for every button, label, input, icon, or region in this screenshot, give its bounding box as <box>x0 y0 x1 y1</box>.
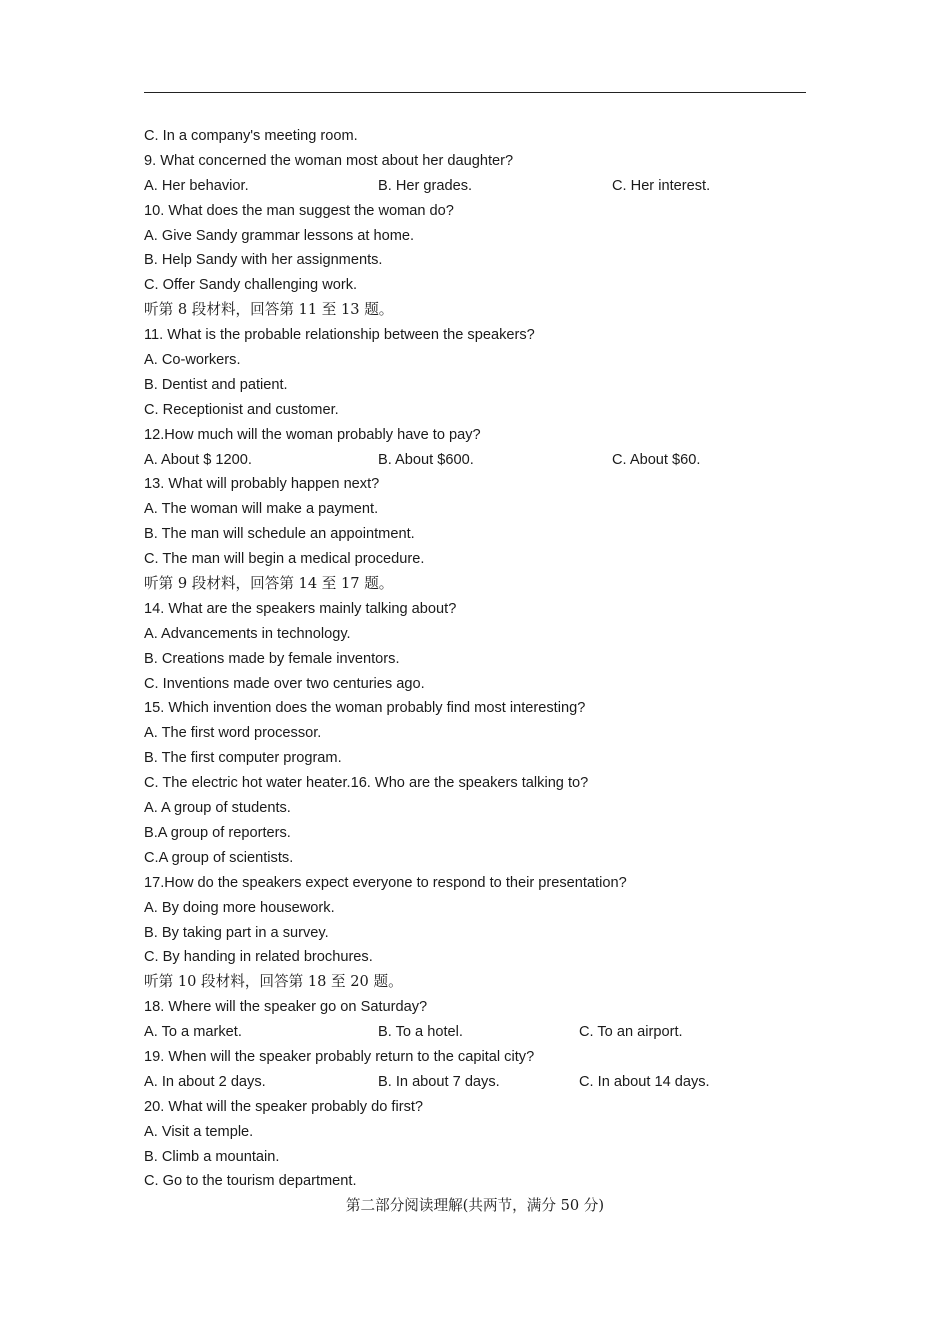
part-two-heading: 第二部分阅读理解(共两节，满分 50 分) <box>345 1197 605 1214</box>
q16-option-a: A. A group of students. <box>144 800 291 817</box>
q9-question: 9. What concerned the woman most about her daughter? <box>144 152 514 169</box>
q9-option-b: B. Her grades. <box>378 177 473 194</box>
q9-option-c: C. Her interest. <box>612 177 711 194</box>
q10-option-a: A. Give Sandy grammar lessons at home. <box>144 227 415 244</box>
q11-option-a: A. Co-workers. <box>144 352 241 369</box>
q14-option-b: B. Creations made by female inventors. <box>144 650 400 667</box>
q10-option-b: B. Help Sandy with her assignments. <box>144 252 383 269</box>
q20-question: 20. What will the speaker probably do first? <box>144 1098 424 1115</box>
q17-question: 17.How do the speakers expect everyone to respond to their presentation? <box>144 874 627 891</box>
q12-question: 12.How much will the woman probably have to pay? <box>144 426 481 443</box>
section-10-instruction: 听第 10 段材料，回答第 18 至 20 题。 <box>144 973 403 991</box>
question-content <box>144 124 806 1194</box>
q20-option-a: A. Visit a temple. <box>144 1123 254 1140</box>
q18-option-c: C. To an airport. <box>579 1024 683 1041</box>
q16-option-c: C.A group of scientists. <box>144 849 294 866</box>
q18-question: 18. Where will the speaker go on Saturday? <box>144 999 428 1016</box>
q13-option-c: C. The man will begin a medical procedure. <box>144 551 425 568</box>
q14-option-c: C. Inventions made over two centuries ago. <box>144 675 425 692</box>
q12-option-a: A. About $ 1200. <box>144 451 252 468</box>
q12-option-c: C. About $60. <box>612 451 701 468</box>
q17-option-b: B. By taking part in a survey. <box>144 924 329 941</box>
q18-options <box>144 1020 806 1045</box>
q10-option-c: C. Offer Sandy challenging work. <box>144 277 358 294</box>
section-8-instruction: 听第 8 段材料，回答第 11 至 13 题。 <box>144 301 394 319</box>
q12-options <box>144 448 806 473</box>
q15-option-a: A. The first word processor. <box>144 725 322 742</box>
q18-option-b: B. To a hotel. <box>378 1024 463 1041</box>
q16-option-b: B.A group of reporters. <box>144 824 291 841</box>
q12-option-b: B. About $600. <box>378 451 474 468</box>
q20-option-b: B. Climb a mountain. <box>144 1148 280 1165</box>
q13-option-b: B. The man will schedule an appointment. <box>144 526 415 543</box>
q17-option-c: C. By handing in related brochures. <box>144 949 373 966</box>
q13-question: 13. What will probably happen next? <box>144 476 380 493</box>
q19-option-c: C. In about 14 days. <box>579 1073 710 1090</box>
q8-option-c: C. In a company's meeting room. <box>144 128 358 144</box>
q15-question: 15. Which invention does the woman probably find most interesting? <box>144 700 586 717</box>
q15-option-b: B. The first computer program. <box>144 750 342 767</box>
section-9-instruction: 听第 9 段材料，回答第 14 至 17 题。 <box>144 575 394 593</box>
q19-question: 19. When will the speaker probably return to the capital city? <box>144 1048 535 1065</box>
q19-option-b: B. In about 7 days. <box>378 1073 500 1090</box>
q18-option-a: A. To a market. <box>144 1024 242 1041</box>
q20-option-c: C. Go to the tourism department. <box>144 1173 357 1190</box>
q19-options <box>144 1070 806 1095</box>
q9-options <box>144 174 806 199</box>
q13-option-a: A. The woman will make a payment. <box>144 501 379 518</box>
q10-question: 10. What does the man suggest the woman do? <box>144 202 454 219</box>
q11-question: 11. What is the probable relationship between the speakers? <box>144 327 535 344</box>
q17-option-a: A. By doing more housework. <box>144 899 335 916</box>
header-rule <box>144 92 806 93</box>
q11-option-c: C. Receptionist and customer. <box>144 401 339 418</box>
q19-option-a: A. In about 2 days. <box>144 1073 266 1090</box>
q11-option-b: B. Dentist and patient. <box>144 376 288 393</box>
q9-option-a: A. Her behavior. <box>144 177 249 194</box>
q14-question: 14. What are the speakers mainly talking about? <box>144 600 457 617</box>
q15-option-c-q16-question: C. The electric hot water heater.16. Who are the speakers talking to? <box>144 775 589 792</box>
q14-option-a: A. Advancements in technology. <box>144 625 351 642</box>
